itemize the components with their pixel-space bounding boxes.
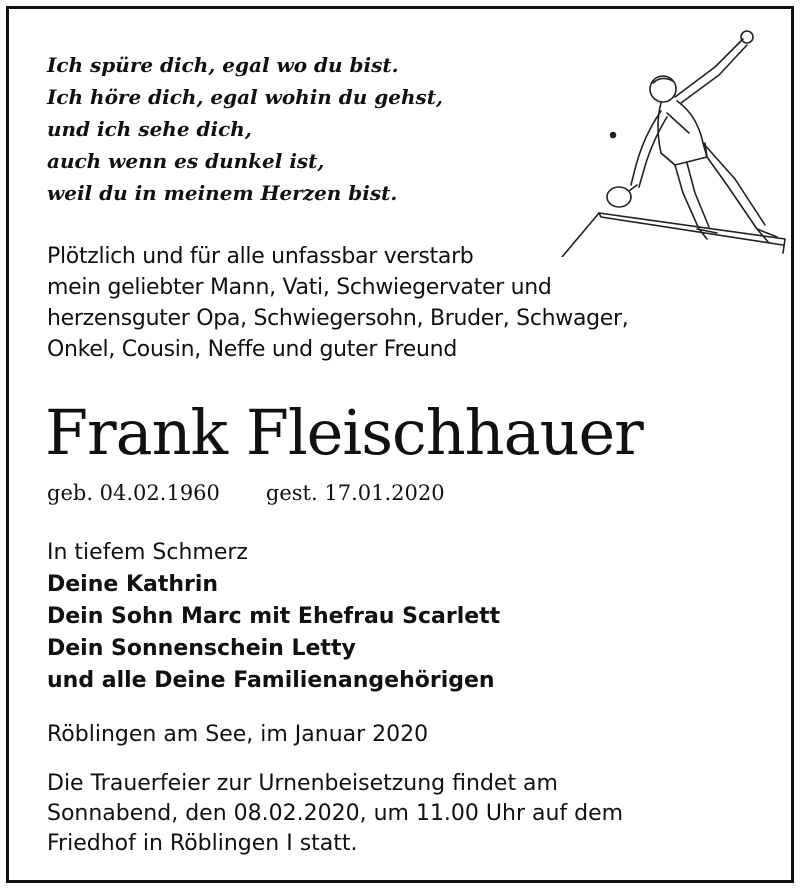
obituary-card — [6, 6, 794, 883]
service-line: Friedhof in Röblingen I statt. — [47, 831, 358, 856]
poem-line: und ich sehe dich, — [47, 117, 252, 141]
mourner-line: Dein Sonnenschein Letty — [47, 636, 356, 661]
table-tennis-player-icon — [557, 17, 787, 257]
mourners-intro: In tiefem Schmerz — [47, 540, 248, 565]
mourner-line: Dein Sohn Marc mit Ehefrau Scarlett — [47, 604, 501, 629]
announcement-line: herzensguter Opa, Schwiegersohn, Bruder, Schwager, — [47, 306, 629, 331]
poem-line: weil du in meinem Herzen bist. — [47, 181, 398, 205]
mourner-line: und alle Deine Familienangehörigen — [47, 668, 495, 693]
mourners — [47, 537, 500, 697]
death-date: gest. 17.01.2020 — [265, 481, 445, 505]
mourner-line: Deine Kathrin — [47, 572, 219, 597]
birth-date: geb. 04.02.1960 — [47, 481, 220, 505]
deceased-name: Frank Fleischhauer — [45, 396, 643, 469]
poem — [47, 49, 567, 209]
announcement-line: Plötzlich und für alle unfassbar verstarb — [47, 244, 474, 269]
poem-line: Ich höre dich, egal wohin du gehst, — [47, 85, 443, 109]
announcement-text — [47, 241, 747, 365]
service-line: Die Trauerfeier zur Urnenbeisetzung findet am — [47, 771, 558, 796]
announcement-line: mein geliebter Mann, Vati, Schwiegervater und — [47, 275, 552, 300]
funeral-service-info — [47, 769, 623, 859]
poem-line: Ich spüre dich, egal wo du bist. — [47, 53, 399, 77]
place-date: Röblingen am See, im Januar 2020 — [47, 722, 429, 747]
announcement-line: Onkel, Cousin, Neffe und guter Freund — [47, 337, 457, 362]
service-line: Sonnabend, den 08.02.2020, um 11.00 Uhr auf dem — [47, 801, 624, 826]
life-dates — [47, 478, 445, 508]
poem-line: auch wenn es dunkel ist, — [47, 149, 325, 173]
